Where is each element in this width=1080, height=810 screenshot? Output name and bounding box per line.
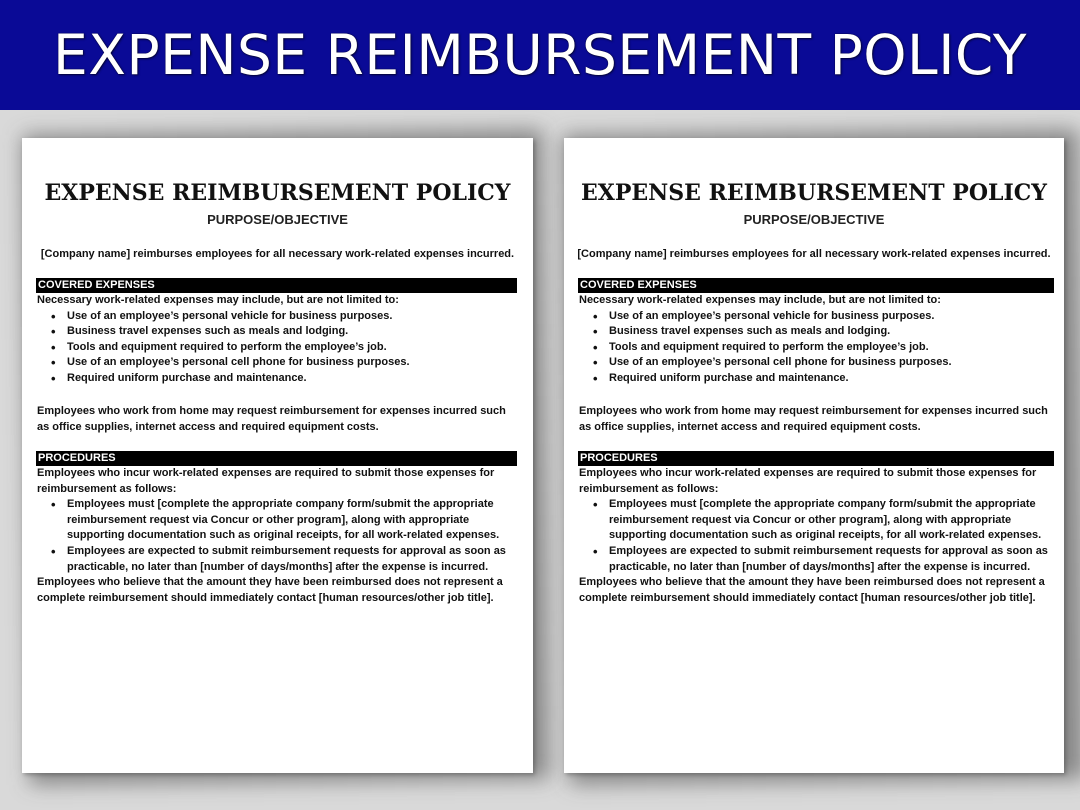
paragraph-line: Employees who incur work-related expenses are required to submit those expenses for bbox=[37, 467, 495, 479]
covered-expenses-lead: Necessary work-related expenses may include, but are not limited to: bbox=[579, 294, 941, 306]
document-page-right bbox=[564, 138, 1064, 773]
paragraph-line: practicable, no later than [number of days/months] after the expense is incurred. bbox=[609, 560, 1031, 573]
list-item: • Tools and equipment required to perform the employee’s job. bbox=[67, 340, 519, 356]
covered-expenses-list bbox=[37, 309, 519, 387]
list-item bbox=[609, 544, 1050, 575]
list-item: • Use of an employee’s personal vehicle for business purposes. bbox=[609, 309, 1050, 325]
intro-text: [Company name] reimburses employees for all necessary work-related expenses incurred. bbox=[577, 248, 1051, 260]
banner-title: EXPENSE REIMBURSEMENT POLICY bbox=[53, 23, 1027, 87]
closing-paragraph bbox=[579, 575, 1050, 606]
section-heading-covered-expenses: COVERED EXPENSES bbox=[578, 278, 1054, 293]
paragraph-line: reimbursement request via Concur or other program], along with appropriate bbox=[609, 513, 1012, 526]
paragraph-line: reimbursement as follows: bbox=[579, 482, 719, 495]
document-title: EXPENSE REIMBURSEMENT POLICY bbox=[44, 180, 511, 206]
work-from-home-paragraph bbox=[579, 404, 1050, 435]
list-item: • Use of an employee’s personal cell phone for business purposes. bbox=[67, 355, 519, 371]
paragraph-line: Employees must [complete the appropriate company form/submit the appropriate bbox=[609, 498, 1036, 511]
procedures-list bbox=[579, 497, 1050, 575]
procedures-section bbox=[579, 466, 1050, 575]
procedures-section bbox=[37, 466, 519, 575]
document-title: EXPENSE REIMBURSEMENT POLICY bbox=[581, 180, 1047, 206]
paragraph-line: Employees who incur work-related expenses are required to submit those expenses for bbox=[579, 467, 1037, 479]
document-subtitle: PURPOSE/OBJECTIVE bbox=[743, 212, 885, 227]
paragraph-line: supporting documentation such as original receipts, for all work-related expenses. bbox=[609, 529, 1042, 542]
paragraph-line: Employees who work from home may request reimbursement for expenses incurred such bbox=[37, 405, 506, 417]
paragraph-line: supporting documentation such as original receipts, for all work-related expenses. bbox=[67, 529, 500, 542]
list-item: • Use of an employee’s personal vehicle for business purposes. bbox=[67, 309, 519, 325]
covered-expenses-lead: Necessary work-related expenses may include, but are not limited to: bbox=[37, 294, 399, 306]
list-item: • Business travel expenses such as meals and lodging. bbox=[67, 324, 519, 340]
header-banner bbox=[0, 0, 1080, 110]
paragraph-line: as office supplies, internet access and required equipment costs. bbox=[579, 420, 921, 433]
paragraph-line: Employees are expected to submit reimbursement requests for approval as soon as bbox=[67, 544, 506, 557]
intro-text: [Company name] reimburses employees for all necessary work-related expenses incurred. bbox=[40, 248, 515, 260]
list-item bbox=[67, 544, 519, 575]
section-heading-covered-expenses: COVERED EXPENSES bbox=[36, 278, 517, 293]
paragraph-line: complete reimbursement should immediately contact [human resources/other job title]. bbox=[37, 591, 494, 604]
paragraph-line: complete reimbursement should immediately contact [human resources/other job title]. bbox=[579, 591, 1036, 604]
procedures-list bbox=[37, 497, 519, 575]
closing-paragraph bbox=[37, 575, 519, 606]
document-subtitle: PURPOSE/OBJECTIVE bbox=[207, 212, 348, 227]
paragraph-line: Employees who believe that the amount they have been reimbursed does not represent a bbox=[37, 576, 503, 588]
paragraph-line: Employees who believe that the amount they have been reimbursed does not represent a bbox=[579, 576, 1045, 588]
list-item: • Business travel expenses such as meals and lodging. bbox=[609, 324, 1050, 340]
paragraph-line: Employees who work from home may request reimbursement for expenses incurred such bbox=[579, 405, 1048, 417]
paragraph-line: practicable, no later than [number of days/months] after the expense is incurred. bbox=[67, 560, 489, 573]
list-item bbox=[67, 497, 519, 544]
list-item bbox=[609, 497, 1050, 544]
list-item: • Tools and equipment required to perform the employee’s job. bbox=[609, 340, 1050, 356]
section-heading-procedures: PROCEDURES bbox=[36, 451, 517, 466]
work-from-home-paragraph bbox=[37, 404, 519, 435]
paragraph-line: Employees are expected to submit reimbursement requests for approval as soon as bbox=[609, 544, 1048, 557]
section-heading-procedures: PROCEDURES bbox=[578, 451, 1054, 466]
paragraph-line: as office supplies, internet access and required equipment costs. bbox=[37, 420, 379, 433]
paragraph-line: reimbursement as follows: bbox=[37, 482, 177, 495]
covered-expenses-list bbox=[579, 309, 1050, 387]
covered-expenses-section bbox=[579, 293, 1050, 387]
list-item: • Required uniform purchase and maintenance. bbox=[67, 371, 519, 387]
document-page-left bbox=[22, 138, 533, 773]
paragraph-line: reimbursement request via Concur or other program], along with appropriate bbox=[67, 513, 470, 526]
paragraph-line: Employees must [complete the appropriate company form/submit the appropriate bbox=[67, 498, 494, 511]
list-item: • Required uniform purchase and maintenance. bbox=[609, 371, 1050, 387]
list-item: • Use of an employee’s personal cell phone for business purposes. bbox=[609, 355, 1050, 371]
covered-expenses-section bbox=[37, 293, 519, 387]
